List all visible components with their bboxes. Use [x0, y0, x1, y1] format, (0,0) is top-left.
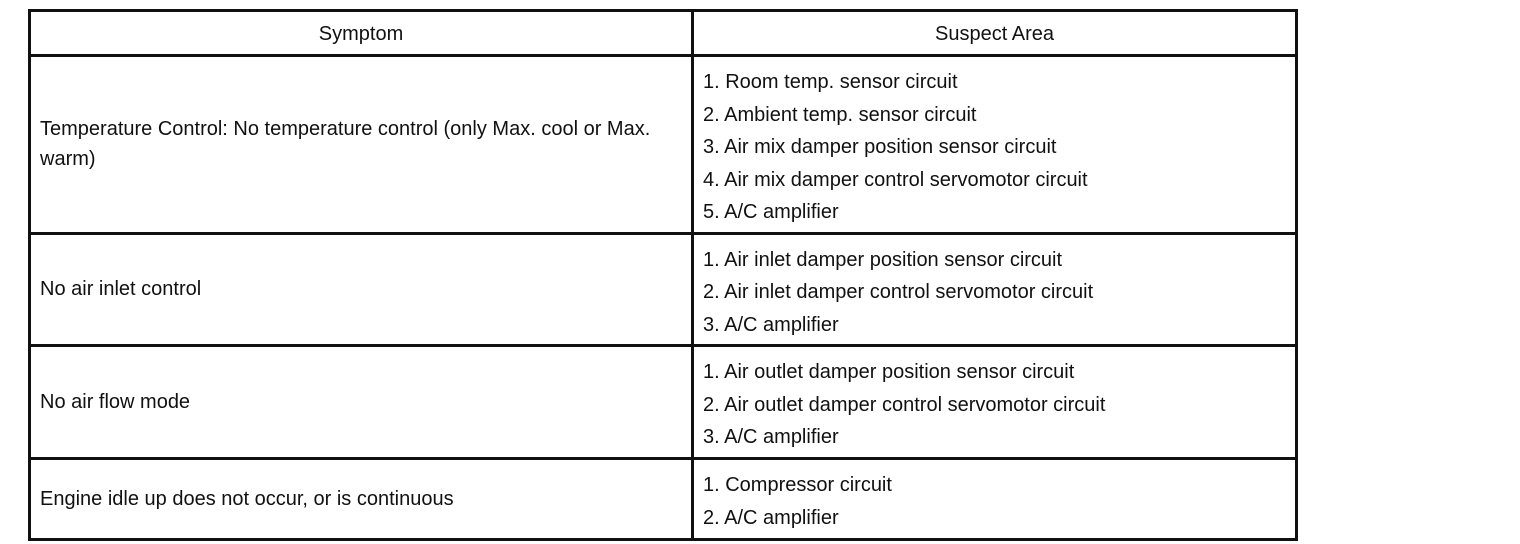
suspect-area-cell	[693, 346, 1297, 459]
suspect-area-item: 2. Air inlet damper control servomotor circuit	[703, 281, 1094, 303]
symptom-cell: No air flow mode	[30, 346, 693, 459]
suspect-area-list	[703, 356, 1295, 454]
suspect-area-list	[703, 244, 1295, 342]
suspect-area-item: 1. Compressor circuit	[703, 474, 892, 496]
suspect-area-item: 1. Air inlet damper position sensor circuit	[703, 248, 1063, 271]
symptom-suspect-table	[28, 9, 1298, 541]
suspect-area-item: 2. Air outlet damper control servomotor circuit	[703, 393, 1106, 416]
suspect-area-item: 1. Air outlet damper position sensor circuit	[703, 361, 1075, 383]
symptom-cell: Engine idle up does not occur, or is continuous	[30, 458, 693, 539]
suspect-area-item: 2. A/C amplifier	[703, 506, 839, 529]
suspect-area-list	[703, 469, 1295, 534]
symptom-cell: No air inlet control	[30, 233, 693, 346]
table-header-row	[30, 11, 1297, 56]
table-row	[30, 233, 1297, 346]
suspect-area-item: 2. Ambient temp. sensor circuit	[703, 103, 977, 126]
suspect-area-item: 5. A/C amplifier	[703, 201, 839, 223]
symptom-column-header: Symptom	[30, 11, 693, 56]
suspect-area-item: 4. Air mix damper control servomotor circuit	[703, 168, 1088, 191]
suspect-area-item: 3. A/C amplifier	[703, 313, 839, 336]
table-row	[30, 56, 1297, 234]
suspect-area-cell	[693, 56, 1297, 234]
suspect-area-cell	[693, 458, 1297, 539]
table-row	[30, 458, 1297, 539]
table-row	[30, 346, 1297, 459]
symptom-cell: Temperature Control: No temperature control (only Max. cool or Max. warm)	[30, 56, 693, 234]
suspect-area-cell	[693, 233, 1297, 346]
suspect-area-item: 3. Air mix damper position sensor circuit	[703, 136, 1057, 158]
suspect-area-list	[703, 66, 1295, 229]
suspect-area-item: 1. Room temp. sensor circuit	[703, 71, 958, 93]
suspect-area-item: 3. A/C amplifier	[703, 426, 839, 448]
suspect-area-column-header: Suspect Area	[693, 11, 1297, 56]
